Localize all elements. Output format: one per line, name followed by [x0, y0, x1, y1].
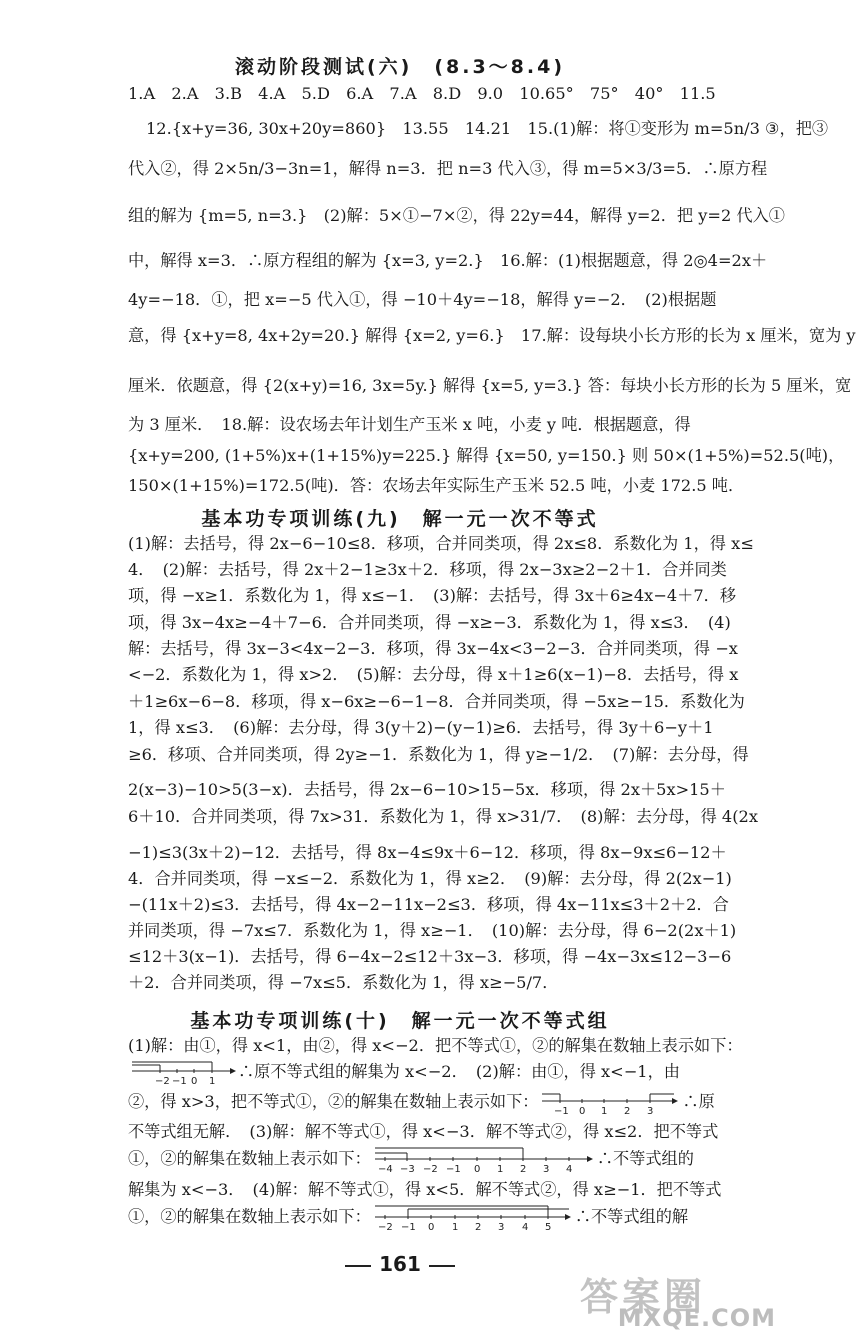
text-line: ＋1≥6x−6−8．移项，得 x−6x≥−6−1−8．合并同类项，得 −5x≥−15．系数化为: [128, 692, 745, 711]
heading-training-10: 基本功专项训练(十) 解一元一次不等式组: [190, 1010, 610, 1032]
page-number-dash: [345, 1265, 371, 1267]
text-line: 中，解得 x=3．∴原方程组的解为 {x=3, y=2.} 16.解：(1)根据题意，得 2◎4=2x＋: [128, 251, 768, 270]
tick-label: 1: [496, 1163, 504, 1175]
tick-label: 3: [647, 1105, 654, 1117]
numberline-caption: ∴不等式组的解: [574, 1207, 689, 1226]
page-number-value: 161: [379, 1252, 421, 1276]
text-line: 4． (2)解：去括号，得 2x＋2−1≥3x＋2．移项，得 2x−3x≥2−2＋1．合并同类: [128, 560, 727, 579]
numberline-row-3: [128, 1144, 782, 1174]
text-line: 12.{x+y=36, 30x+20y=860} 13.55 14.21 15.(1)解：将①变形为 m=5n/3 ③，把③: [146, 119, 829, 138]
text-line: 解：去括号，得 3x−3<4x−2−3．移项，得 3x−4x<3−2−3．合并同类项，得 −x: [128, 639, 738, 658]
text-line: 组的解为 {m=5, n=3.} (2)解：5×①−7×②，得 22y=44，解得 y=2．把 y=2 代入①: [128, 206, 785, 225]
text-line: (1)解：由①，得 x<1，由②，得 x<−2．把不等式①，②的解集在数轴上表示如下：: [128, 1036, 743, 1055]
text-line: 6＋10．合并同类项，得 7x>31．系数化为 1，得 x>31/7． (8)解：去分母，得 4(2x: [128, 807, 758, 826]
tick-label: 0: [427, 1221, 435, 1233]
number-line-1: [130, 1059, 236, 1087]
text-line: (1)解：去括号，得 2x−6−10≤8．移项，合并同类项，得 2x≤8．系数化为 1，得 x≤: [128, 534, 754, 553]
number-line-arrow: [672, 1098, 678, 1104]
watermark: [456, 1266, 786, 1332]
numberline-caption: ①，②的解集在数轴上表示如下：: [128, 1207, 371, 1226]
numberline-row-1: [128, 1058, 782, 1086]
tick-label: 1: [601, 1105, 608, 1117]
tick-label: 1: [451, 1221, 459, 1233]
numberline-caption: ②，得 x>3，把不等式①，②的解集在数轴上表示如下：: [128, 1092, 539, 1111]
tick-label: 2: [474, 1221, 482, 1233]
tick-label: −3: [399, 1163, 415, 1175]
number-line-4: [373, 1203, 573, 1233]
numberline-row-4: [128, 1202, 782, 1232]
tick-label: 5: [544, 1221, 552, 1233]
number-line-arrow: [230, 1068, 236, 1074]
numberline-row-2: [128, 1088, 782, 1116]
numberline-caption: ∴不等式组的: [596, 1149, 694, 1168]
tick-label: 0: [473, 1163, 481, 1175]
tick-label: −2: [422, 1163, 438, 1175]
tick-label: 3: [542, 1163, 550, 1175]
tick-label: 0: [191, 1075, 198, 1087]
number-line-arrow: [565, 1214, 571, 1220]
numberline-caption: ∴原: [682, 1092, 715, 1111]
text-line: ≥6．移项、合并同类项，得 2y≥−1．系数化为 1，得 y≥−1/2． (7)解：去分母，得: [128, 745, 749, 764]
text-line: −1)≤3(3x＋2)−12．去括号，得 8x−4≤9x＋6−12．移项，得 8x−9x≤6−12＋: [128, 843, 727, 862]
text-line: 为 3 厘米． 18.解：设农场去年计划生产玉米 x 吨，小麦 y 吨．根据题意，得: [128, 415, 691, 434]
number-line-arrow: [587, 1156, 593, 1162]
tick-label: −1: [400, 1221, 416, 1233]
text-line: 意，得 {x+y=8, 4x+2y=20.} 解得 {x=2, y=6.} 17.解：设每块小长方形的长为 x 厘米，宽为 y: [128, 326, 856, 345]
number-line-2: [540, 1089, 680, 1117]
text-line: <−2．系数化为 1，得 x>2． (5)解：去分母，得 x＋1≥6(x−1)−8．去括号，得 x: [128, 665, 739, 684]
text-line: 2(x−3)−10>5(3−x)．去括号，得 2x−6−10>15−5x．移项，得 2x＋5x>15＋: [128, 780, 726, 799]
number-line-3: [373, 1145, 595, 1175]
text-line: 1，得 x≤3． (6)解：去分母，得 3(y＋2)−(y−1)≥6．去括号，得 3y＋6−y＋1: [128, 718, 714, 737]
text-line: 不等式组无解． (3)解：解不等式①，得 x<−3．解不等式②，得 x≤2．把不等式: [128, 1122, 719, 1141]
text-line: ≤12＋3(x−1)．去括号，得 6−4x−2≤12＋3x−3．移项，得 −4x−3x≤12−3−6: [128, 947, 732, 966]
tick-label: −2: [155, 1075, 170, 1087]
tick-label: 2: [519, 1163, 527, 1175]
tick-label: −1: [445, 1163, 461, 1175]
text-line: 厘米．依题意，得 {2(x+y)=16, 3x=5y.} 解得 {x=5, y=3.} 答：每块小长方形的长为 5 厘米，宽: [128, 376, 852, 395]
text-line: 4y=−18．①，把 x=−5 代入①，得 −10＋4y=−18，解得 y=−2． (2)根据题: [128, 290, 717, 309]
text-line: 1.A 2.A 3.B 4.A 5.D 6.A 7.A 8.D 9.0 10.65° 75° 40° 11.5: [128, 84, 716, 103]
tick-label: −2: [377, 1221, 393, 1233]
heading-training-9: 基本功专项训练(九) 解一元一次不等式: [201, 508, 599, 530]
tick-label: −4: [377, 1163, 393, 1175]
text-line: 4．合并同类项，得 −x≤−2．系数化为 1，得 x≥2． (9)解：去分母，得 2(2x−1): [128, 869, 732, 888]
tick-label: 4: [565, 1163, 573, 1175]
tick-label: 2: [624, 1105, 631, 1117]
numberline-caption: ∴原不等式组的解集为 x<−2． (2)解：由①，得 x<−1，由: [238, 1062, 680, 1081]
text-line: 并同类项，得 −7x≤7．系数化为 1，得 x≥−1． (10)解：去分母，得 6−2(2x＋1): [128, 921, 737, 940]
tick-label: 1: [209, 1075, 216, 1087]
tick-label: −1: [172, 1075, 187, 1087]
text-line: 150×(1+15%)=172.5(吨)．答：农场去年实际生产玉米 52.5 吨，小麦 172.5 吨．: [128, 476, 745, 495]
text-line: 项，得 3x−4x≥−4＋7−6．合并同类项，得 −x≥−3．系数化为 1，得 x≤3． (4): [128, 613, 731, 632]
text-line: 项，得 −x≥1．系数化为 1，得 x≤−1． (3)解：去括号，得 3x＋6≥4x−4＋7．移: [128, 586, 737, 605]
text-line: 解集为 x<−3． (4)解：解不等式①，得 x<5．解不等式②，得 x≥−1．把不等式: [128, 1180, 722, 1199]
tick-label: 4: [521, 1221, 529, 1233]
watermark-url: MXQE.COM: [617, 1304, 776, 1332]
text-line: {x+y=200, (1+5%)x+(1+15%)y=225.} 解得 {x=50, y=150.} 则 50×(1+5%)=52.5(吨)，: [128, 446, 845, 465]
page-number-dash: [429, 1265, 455, 1267]
text-line: −(11x＋2)≤3．去括号，得 4x−2−11x−2≤3．移项，得 4x−11x≤3＋2＋2．合: [128, 895, 729, 914]
heading-rolling-test: 滚动阶段测试(六) (8.3～8.4): [234, 56, 566, 78]
numberline-caption: ①，②的解集在数轴上表示如下：: [128, 1149, 371, 1168]
tick-label: 3: [497, 1221, 505, 1233]
tick-label: 0: [579, 1105, 586, 1117]
text-line: ＋2．合并同类项，得 −7x≤5．系数化为 1，得 x≥−5/7．: [128, 973, 559, 992]
tick-label: −1: [554, 1105, 570, 1117]
text-line: 代入②，得 2×5n/3−3n=1，解得 n=3．把 n=3 代入③，得 m=5×3/3=5．∴原方程: [128, 159, 768, 178]
watermark-logo: 答案圈: [579, 1275, 706, 1319]
